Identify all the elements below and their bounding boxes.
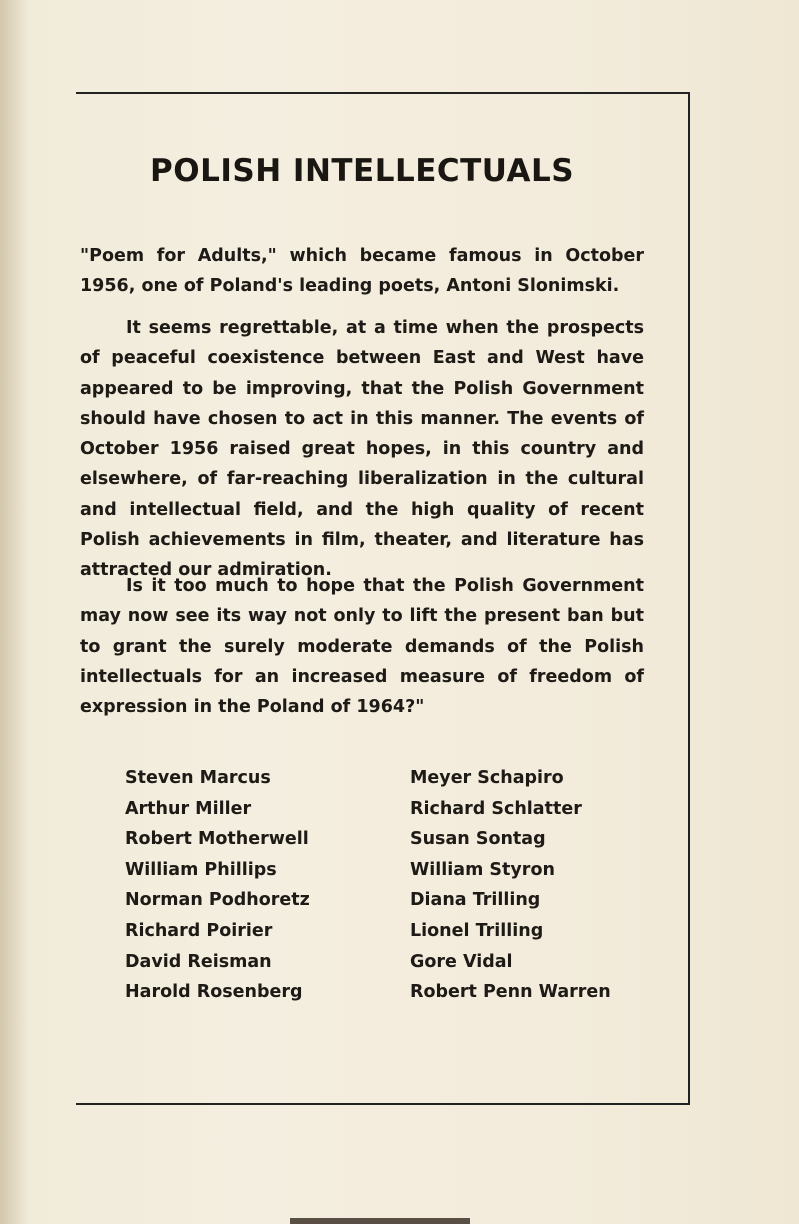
signatory-name: William Styron	[410, 859, 555, 880]
article-title: POLISH INTELLECTUALS	[150, 153, 575, 189]
paragraph-1: "Poem for Adults," which became famous in October 1956, one of Poland's leading poets, Antoni Slonimski.	[80, 246, 644, 297]
signatory-name: Robert Penn Warren	[410, 982, 611, 1003]
signatory-name: Gore Vidal	[410, 951, 513, 972]
signatory-name: David Reisman	[125, 951, 272, 972]
signatories-right-column	[410, 763, 730, 1008]
paragraph-3: Is it too much to hope that the Polish Government may now see its way not only to lift the present ban but to grant the surely moderate demands of the Polish intellectuals for an increased measure of freedom of expression in the Poland of 1964?"	[80, 576, 644, 718]
signatory-name: Harold Rosenberg	[125, 982, 303, 1003]
signatory-name: Diana Trilling	[410, 890, 541, 911]
binding-mark	[290, 1218, 470, 1224]
signatory-name: Richard Schlatter	[410, 798, 582, 819]
paragraph-2: It seems regrettable, at a time when the prospects of peaceful coexistence between East and West have appeared to be improving, that the Polish Government should have chosen to act in this manner. The events of October 1956 raised great hopes, in this country and elsewhere, of far-reaching liberalization in the cultural and intellectual field, and the high quality of recent Polish achievements in film, theater, and literature has attracted our admiration.	[80, 318, 644, 581]
signatory-name: Susan Sontag	[410, 829, 546, 850]
signatory-name: Richard Poirier	[125, 920, 273, 941]
signatory-name: Norman Podhoretz	[125, 890, 310, 911]
page-edge-shadow	[0, 0, 30, 1224]
signatory-name: Lionel Trilling	[410, 920, 544, 941]
signatory-name: Meyer Schapiro	[410, 768, 564, 788]
signatory-name: Steven Marcus	[125, 768, 271, 788]
signatory-name: Robert Motherwell	[125, 829, 309, 850]
signatories-left-column	[125, 763, 445, 1008]
signatory-name: Arthur Miller	[125, 798, 252, 819]
signatory-name: William Phillips	[125, 859, 277, 880]
